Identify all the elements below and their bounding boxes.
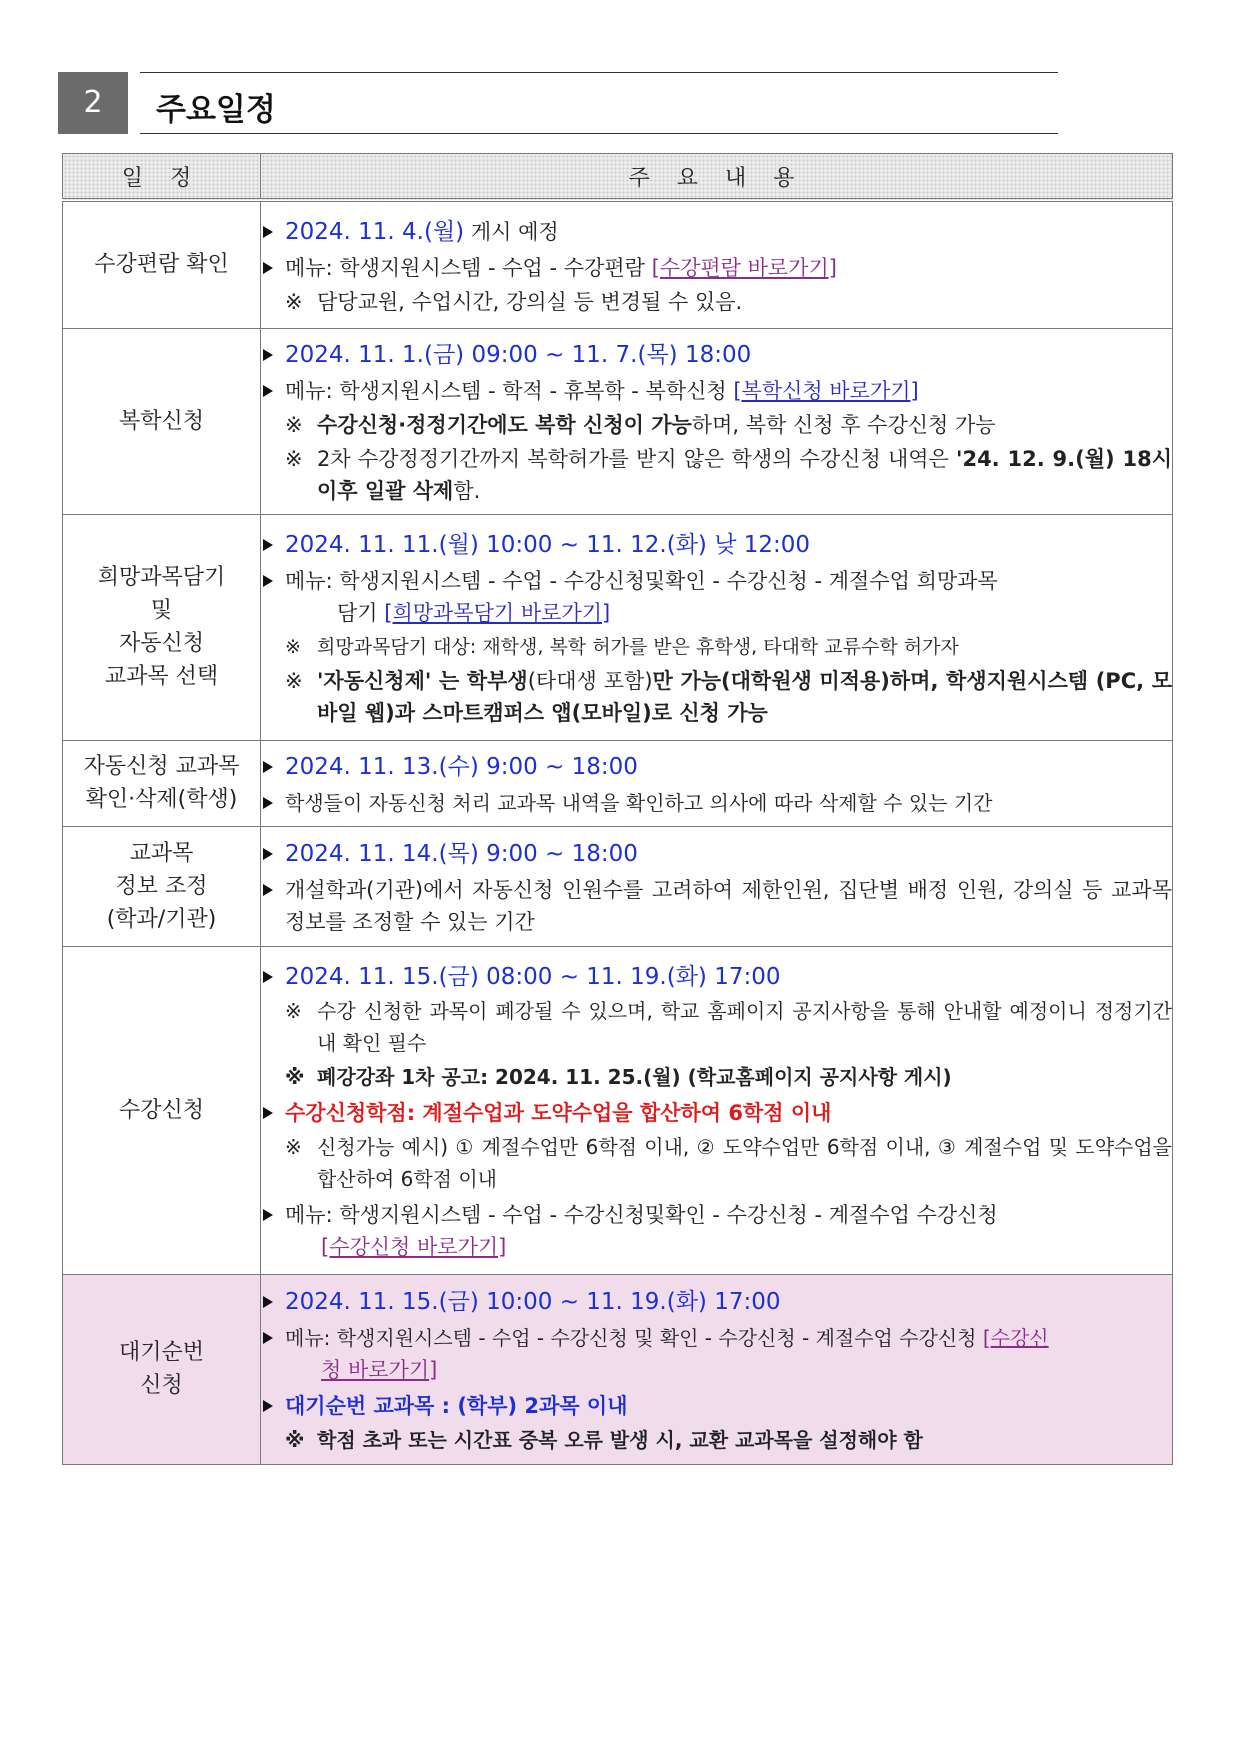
- list-item: [261, 787, 1172, 819]
- note: [261, 1131, 1172, 1195]
- section-number: 2: [58, 72, 128, 134]
- list-item: [261, 1322, 1172, 1354]
- note-bold: 만 가능(대학원생 미적용)하며, 학생지원시스템 (PC, 모바일 웹)과 스마트캠퍼스 앱(모바일)로 신청 가능: [317, 669, 1173, 725]
- row-content: [261, 328, 1173, 514]
- row-label: 수강신청: [63, 946, 261, 1274]
- triangle-bullet-icon: [263, 884, 273, 896]
- date-range: 2024. 11. 14.(목) 9:00 ~ 18:00: [285, 841, 638, 867]
- date-range: 2024. 11. 13.(수) 9:00 ~ 18:00: [285, 754, 638, 780]
- note-text: (타대생 포함): [527, 669, 653, 693]
- list-item-continuation: [261, 597, 1172, 629]
- section-header: [58, 72, 1058, 134]
- schedule-table: [62, 153, 1173, 1465]
- triangle-bullet-icon: [263, 262, 273, 274]
- date-range: 2024. 11. 11.(월) 10:00 ~ 11. 12.(화) 낮 12:00: [285, 532, 811, 558]
- row-label: [63, 826, 261, 946]
- note-text: 담당교원, 수업시간, 강의실 등 변경될 수 있음.: [317, 289, 743, 314]
- note: [261, 1061, 1172, 1093]
- note: [261, 665, 1172, 729]
- menu-path: 담기: [337, 601, 385, 625]
- row-label-line: 자동신청: [118, 631, 204, 656]
- row-label: [63, 1274, 261, 1464]
- triangle-bullet-icon: [263, 385, 273, 397]
- table-row: [63, 200, 1173, 328]
- list-item: [261, 1390, 1172, 1422]
- course-registration-link[interactable]: [수강신청 바로가기]: [321, 1235, 507, 1259]
- row-label-line: 교과목: [129, 840, 194, 866]
- list-item: [261, 1097, 1172, 1129]
- table-row: [63, 328, 1173, 514]
- note: [261, 443, 1172, 507]
- reference-mark-icon: ※: [285, 669, 303, 693]
- menu-path: 메뉴: 학생지원시스템 - 수업 - 수강편람: [285, 255, 652, 280]
- table-row: [63, 946, 1173, 1274]
- triangle-bullet-icon: [263, 797, 273, 809]
- table-row: [63, 1274, 1173, 1464]
- note: [261, 286, 1172, 318]
- menu-path: 메뉴: 학생지원시스템 - 수업 - 수강신청및확인 - 수강신청 - 계절수업 수강신청: [285, 1203, 998, 1227]
- row-label: 수강편람 확인: [63, 200, 261, 328]
- list-item: [261, 252, 1172, 284]
- note: [261, 1424, 1172, 1456]
- row-content: [261, 946, 1173, 1274]
- note-text: 하며, 복학 신청 후 수강신청 가능: [691, 413, 996, 437]
- reference-mark-icon: ※: [285, 1135, 302, 1159]
- row-content: [261, 740, 1173, 826]
- waitlist-limit: 대기순번 교과목 : (학부) 2과목 이내: [285, 1394, 628, 1418]
- table-row: [63, 826, 1173, 946]
- row-label-line: 및: [150, 598, 173, 623]
- reference-mark-icon: ※: [285, 413, 303, 437]
- row-label-line: 확인·삭제(학생): [85, 787, 238, 812]
- date-range: 2024. 11. 1.(금) 09:00 ~ 11. 7.(목) 18:00: [285, 342, 752, 368]
- date-range: 2024. 11. 4.(월): [285, 218, 465, 245]
- reference-mark-icon: ※: [285, 636, 301, 658]
- note: [261, 995, 1172, 1059]
- row-label-line: 신청: [140, 1373, 183, 1398]
- readmission-link[interactable]: [복학신청 바로가기]: [733, 379, 919, 403]
- reference-mark-icon: ※: [285, 1065, 305, 1089]
- list-item: [261, 874, 1172, 938]
- header-schedule: 일 정: [63, 154, 261, 201]
- triangle-bullet-icon: [263, 575, 273, 587]
- table-row: [63, 740, 1173, 826]
- note-text: 학점 초과 또는 시간표 중복 오류 발생 시, 교환 교과목을 설정해야 함: [317, 1428, 923, 1452]
- triangle-bullet-icon: [263, 1107, 273, 1119]
- list-item: [261, 838, 1172, 870]
- date-suffix: 게시 예정: [464, 219, 559, 244]
- credit-limit: 수강신청학점: 계절수업과 도약수업을 합산하여 6학점 이내: [285, 1101, 832, 1125]
- date-range: 2024. 11. 15.(금) 08:00 ~ 11. 19.(화) 17:00: [285, 964, 781, 990]
- note-bold: '자동신청제' 는 학부생: [317, 669, 528, 693]
- note-text: 신청가능 예시) ① 계절수업만 6학점 이내, ② 도약수업만 6학점 이내, ③ 계절수업 및 도약수업을 합산하여 6학점 이내: [317, 1135, 1172, 1191]
- reference-mark-icon: ※: [285, 999, 302, 1023]
- triangle-bullet-icon: [263, 226, 273, 238]
- list-item: [261, 565, 1172, 597]
- section-title-bar: [140, 72, 1058, 134]
- triangle-bullet-icon: [263, 1332, 273, 1344]
- row-label: [63, 740, 261, 826]
- list-item: [261, 216, 1172, 248]
- course-registration-link[interactable]: 청 바로가기]: [321, 1358, 438, 1382]
- section-title: 주요일정: [156, 92, 276, 128]
- menu-path: 메뉴: 학생지원시스템 - 수업 - 수강신청 및 확인 - 수강신청 - 계절수업 수강신청: [285, 1326, 983, 1350]
- triangle-bullet-icon: [263, 1400, 273, 1412]
- row-label-line: 희망과목담기: [97, 565, 226, 590]
- table-row: [63, 514, 1173, 740]
- table-header-row: [63, 154, 1173, 201]
- reference-mark-icon: ※: [285, 1428, 305, 1452]
- reference-mark-icon: ※: [285, 289, 303, 314]
- row-label: [63, 514, 261, 740]
- triangle-bullet-icon: [263, 848, 273, 860]
- triangle-bullet-icon: [263, 1209, 273, 1221]
- triangle-bullet-icon: [263, 349, 273, 361]
- triangle-bullet-icon: [263, 1296, 273, 1308]
- note-text: 2차 수강정정기간까지 복학허가를 받지 않은 학생의 수강신청 내역은: [317, 447, 957, 471]
- menu-path: 메뉴: 학생지원시스템 - 학적 - 휴복학 - 복학신청: [285, 379, 734, 403]
- menu-path: 메뉴: 학생지원시스템 - 수업 - 수강신청및확인 - 수강신청 - 계절수업 희망과목: [285, 569, 998, 593]
- row-content: [261, 826, 1173, 946]
- note-text: 희망과목담기 대상: 재학생, 복학 허가를 받은 휴학생, 타대학 교류수학 허가자: [317, 636, 959, 658]
- row-content: [261, 200, 1173, 328]
- triangle-bullet-icon: [263, 971, 273, 983]
- row-content: [261, 1274, 1173, 1464]
- note-text: 함.: [453, 479, 481, 503]
- list-item: [261, 375, 1172, 407]
- row-label-line: 자동신청 교과목: [83, 754, 240, 779]
- list-item: [261, 339, 1172, 371]
- note-text: 수강 신청한 과목이 폐강될 수 있으며, 학교 홈페이지 공지사항을 통해 안내할 예정이니 정정기간 내 확인 필수: [317, 999, 1172, 1055]
- description: 개설학과(기관)에서 자동신청 인원수를 고려하여 제한인원, 집단별 배정 인원, 강의실 등 교과목 정보를 조정할 수 있는 기간: [285, 878, 1172, 934]
- reference-mark-icon: ※: [285, 447, 303, 471]
- triangle-bullet-icon: [263, 761, 273, 773]
- date-range: 2024. 11. 15.(금) 10:00 ~ 11. 19.(화) 17:00: [285, 1289, 781, 1315]
- list-item-continuation: [261, 1354, 1172, 1386]
- row-content: [261, 514, 1173, 740]
- wishlist-link[interactable]: [희망과목담기 바로가기]: [384, 601, 611, 625]
- list-item: [261, 1199, 1172, 1231]
- list-item-continuation: [261, 1231, 1172, 1263]
- row-label-line: (학과/기관): [106, 906, 217, 932]
- note: [261, 631, 1172, 663]
- note-bold: '24. 12. 9.(월) 18시 이후 일괄 삭제: [317, 447, 1172, 503]
- row-label-line: 교과목 선택: [104, 664, 219, 689]
- row-label-line: 대기순번: [118, 1340, 204, 1365]
- header-content: 주 요 내 용: [261, 154, 1173, 201]
- list-item: [261, 751, 1172, 783]
- list-item: [261, 961, 1172, 993]
- note-text: 폐강강좌 1차 공고: 2024. 11. 25.(월) (학교홈페이지 공지사항 게시): [317, 1065, 952, 1089]
- course-catalog-link[interactable]: [수강편람 바로가기]: [651, 255, 837, 280]
- row-label: 복학신청: [63, 328, 261, 514]
- note-bold: 수강신청·정정기간에도 복학 신청이 가능: [317, 413, 692, 437]
- triangle-bullet-icon: [263, 539, 273, 551]
- list-item: [261, 529, 1172, 561]
- description: 학생들이 자동신청 처리 교과목 내역을 확인하고 의사에 따라 삭제할 수 있는 기간: [285, 791, 993, 815]
- list-item: [261, 1286, 1172, 1318]
- note: [261, 409, 1172, 441]
- row-label-line: 정보 조정: [115, 873, 208, 899]
- course-registration-link[interactable]: [수강신: [982, 1326, 1049, 1350]
